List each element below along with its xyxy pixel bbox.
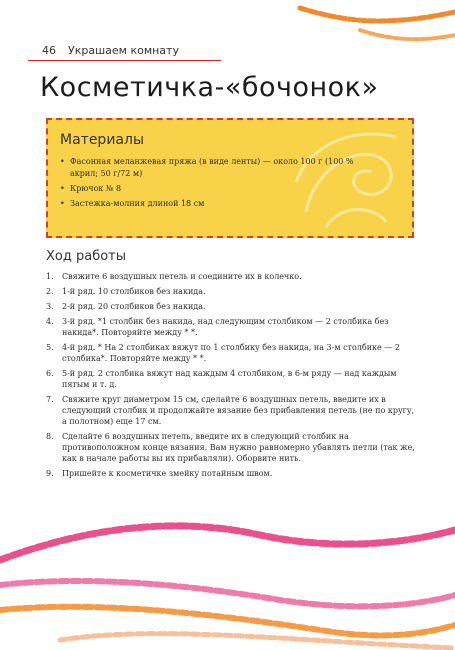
step-text: Пришейте к косметичке змейку потайным швом. (62, 469, 273, 478)
step-item (46, 368, 416, 390)
step-item (46, 316, 416, 338)
header-rule (28, 60, 221, 61)
materials-item: • Фасонная меланжевая пряжа (в виде ленты) — около 100 г (100 % акрил; 50 г/72 м) (60, 156, 380, 180)
yarn-bottom-orange (0, 607, 455, 636)
step-text: 4-й ряд. * На 2 столбиках вяжут по 1 столбику без накида, на 3-м столбике — 2 столбика*. Повторяйте между * *. (62, 343, 400, 363)
step-text: Свяжите 6 воздушных петель и соедините их в колечко. (62, 272, 302, 281)
page-title: Косметичка-«бочонок» (40, 72, 379, 103)
materials-item: • Крючок № 8 (60, 183, 380, 195)
step-number: 5. (46, 343, 54, 352)
materials-list (60, 156, 380, 213)
work-title: Ход работы (46, 249, 127, 264)
step-text: Свяжите круг диаметром 15 см, сделайте 6 воздушных петель, введите их в следующий столбик и продолжайте вязание без прибавления петель (не по кругу, а полотном) еще 17 см. (62, 395, 415, 426)
step-number: 9. (46, 469, 54, 478)
yarn-top-right (300, 8, 455, 21)
yarn-bottom-pink-2 (0, 581, 455, 606)
step-text: 5-й ряд. 2 столбика вяжут над каждым 4 столбиком, в 6-м ряду — над каждым пятым и т. д. (62, 369, 397, 389)
step-text: 1-й ряд. 10 столбиков без накида. (62, 287, 206, 296)
yarn-bottom-peach (60, 634, 455, 648)
section-title: Украшаем комнату (68, 44, 179, 57)
steps-list (46, 271, 416, 483)
step-number: 1. (46, 272, 54, 281)
step-number: 6. (46, 369, 54, 378)
materials-title: Материалы (60, 132, 144, 148)
step-item (46, 342, 416, 364)
running-header (28, 44, 228, 57)
step-number: 8. (46, 432, 54, 441)
materials-box (46, 118, 414, 238)
step-item (46, 301, 416, 312)
step-number: 4. (46, 317, 54, 326)
step-number: 3. (46, 302, 54, 311)
step-item (46, 271, 416, 282)
step-text: 2-й ряд. 20 столбиков без накида. (62, 302, 206, 311)
yarn-top-right-2 (360, 30, 455, 39)
step-item (46, 468, 416, 479)
materials-item: • Застежка-молния длиной 18 см (60, 198, 380, 210)
step-text: Сделайте 6 воздушных петель, введите их в следующий столбик на противоположном конце вязания. Вам нужно равномерно убавлять петли (так же, как в начале работы вы их прибавляли). Оборвите нить. (62, 432, 415, 463)
step-item (46, 431, 416, 464)
step-number: 2. (46, 287, 54, 296)
step-number: 7. (46, 395, 54, 404)
page-number: 46 (42, 44, 56, 57)
step-text: 3-й ряд. *1 столбик без накида, над следующим столбиком — 2 столбика без накида*. Повторяйте между * *. (62, 317, 389, 337)
step-item (46, 394, 416, 427)
yarn-bottom-pink (0, 526, 455, 560)
step-item (46, 286, 416, 297)
